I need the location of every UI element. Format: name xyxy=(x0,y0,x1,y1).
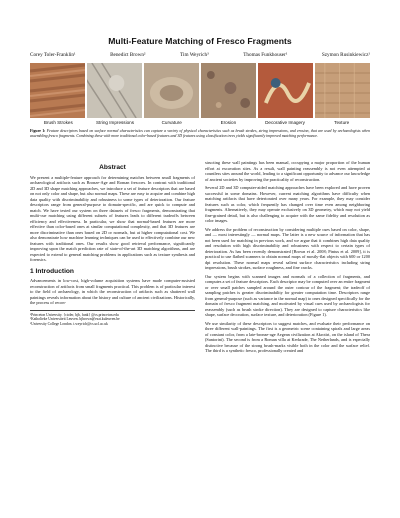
abstract-heading: Abstract xyxy=(99,164,126,171)
figure-label: String Impressions xyxy=(95,120,135,125)
author: Corey Toler-Franklin¹ xyxy=(30,52,76,58)
brush-strokes-image xyxy=(30,63,85,118)
string-impressions-image xyxy=(87,63,142,118)
texture-image xyxy=(315,63,370,118)
author: Benedict Brown² xyxy=(110,52,146,58)
figure-label: Texture xyxy=(334,120,350,125)
teaser-figure xyxy=(30,63,370,118)
figure-label: Brush Strokes xyxy=(43,120,73,125)
footnote: ³University College London. t.weyrich@cs.ucl.ac.uk xyxy=(30,321,108,326)
author: Tim Weyrich³ xyxy=(180,52,209,58)
figure-labels xyxy=(30,120,370,125)
right-column xyxy=(205,160,370,357)
body-paragraph: We address the problem of reconstruction by considering multiple cues based on color, shape, and — most interestingly — normal maps. The latter is a new source of information that has not been used for matching in previous work, and we argue that it combines high data quality and resolution with high discriminability and robustness with respect to certain types of deterioration. As has been recently demonstrated [Brown et al. 2008; Pintus et al. 2009], it is practical to use flatbed scanners to obtain normal maps of mostly-flat objects with 600 or 1200 dpi resolution. These normal maps reveal salient surface characteristics including string impressions, brush strokes, surface roughness, and fine cracks. xyxy=(205,226,370,270)
paper-title: Multi-Feature Matching of Fresco Fragments xyxy=(108,36,292,46)
author: Thomas Funkhouser¹ xyxy=(243,52,288,58)
figure-caption xyxy=(30,129,370,139)
body-paragraph: Several 2D and 3D computer-aided matching approaches have been explored and have proven successful in some domains. However, current matching algorithms have difficulty when matching artifacts that have deteriorated over many years. For example, they may consider features such as color, which frequently has changed over time even among neighboring fragments. Alternatively, they may operate exclusively on 3D geometry, which may not yield fine-grained detail, but is also challenging to acquire with the same fidelity and resolution as color images. xyxy=(205,185,370,223)
intro-text: Advancements in low-cost, high-volume acquisition systems have made computer-assisted reconstruction of artifacts from small fragments practical. This problem is of particular interest to the field of archaeology, in which the reconstruction of artifacts such as shattered wall paintings reveals information about the history and culture of ancient civilizations. Historically, the process of recon- xyxy=(30,278,195,305)
erosion-image xyxy=(201,63,256,118)
caption-text: Feature descriptors based on surface normal characteristics can capture a variety of physical characteristics such as brush strokes, string impressions, and erosion, that are used by archaeologists when assembling fresco fragments. Combining these with more traditional color-based features and 3D features using classification trees yields significantly improved matching performance. xyxy=(30,129,370,138)
author: Szymon Rusinkiewicz¹ xyxy=(321,52,370,58)
caption-label: Figure 1: xyxy=(30,129,46,133)
curvature-image xyxy=(144,63,199,118)
body-paragraph: structing these wall paintings has been manual, occupying a major proportion of the human effort at excavation sites. As a result, wall painting reassembly is not even attempted at countless sites around the world, leading to a significant opportunity to advance our knowledge of ancient societies by improving the practicality of reconstruction. xyxy=(205,160,370,182)
figure-label: Erosion xyxy=(220,120,237,125)
author-list xyxy=(30,52,370,58)
body-paragraph: We use similarity of these descriptors to suggest matches, and evaluate their performance on three different wall-paintings. The first is a geometric scene containing spirals and large areas of constant color, from a late-bronze-age Aegean civilization at Akrotiri, on the island of Thera (Santorini). The second is from a Roman villa at Kerkrade, The Netherlands, and is especially distinctive because of the strong brush-marks visible both in the color and the surface relief. The third is a synthetic fresco, professionally created and xyxy=(205,320,370,353)
footnote: ²Katholieke Universiteit Leuven. bjbrown@esat.kuleuven.be xyxy=(30,317,120,321)
footnote: ¹Princeton University. {ctoler, bjb, funk} @cs.princeton.edu xyxy=(30,312,119,317)
abstract-text: We present a multiple-feature approach for determining matches between small fragments of archaeological artifacts such as Bronze-Age and Roman frescoes. In contrast with traditional 2D and 3D shape matching approaches, we introduce a set of feature descriptors that are based on not only color and shape, but also normal maps. These are easy to acquire and combine high data quality with discriminability and robustness to some types of deterioration. Our feature descriptors range from general-purpose to domain-specific, and are quick to compute and match. We have tested our system on three datasets of fresco fragments, demonstrating that multi-cue matching using different subsets of features leads to different tradeoffs between efficiency and effectiveness. In particular, we show that normal-based features are more effective than color-based ones at similar computational complexity, and that 3D features are more discriminative than ones based on 2D or normals, but at higher computational cost. We also demonstrate how machine learning techniques can be used to effectively combine our new features with traditional ones. Our results show good retrieval performance, significantly improving upon the match prediction rate of state-of-the-art 3D matching algorithms, and are expected to extend to general matching problems in applications such as texture synthesis and forensics. xyxy=(30,174,195,262)
figure-label: Curvature xyxy=(161,120,182,125)
intro-heading: 1 Introduction xyxy=(30,267,74,275)
left-column xyxy=(30,160,195,326)
footnotes xyxy=(30,310,195,327)
figure-label: Decorative Imagery xyxy=(265,120,305,125)
body-paragraph: Our system begins with scanned images and normals of a collection of fragments, and computes a set of feature descriptors. Each descriptor may be computed over an entire fragment or over small patches sampled around the outer contour of the fragment; the tradeoff of sampling patches is greater discriminability for greater computation time. Descriptors range from general-purpose (such as variance in the normal map) to ones designed specifically for the domain of fresco fragment matching, and motivated by visual cues used by archaeologists for reassembly (such as brush stroke direction). They are designed to capture characteristics like shape, surface decoration, surface texture, and deterioration (Figure 1). xyxy=(205,273,370,317)
decorative-imagery-image xyxy=(258,63,313,118)
